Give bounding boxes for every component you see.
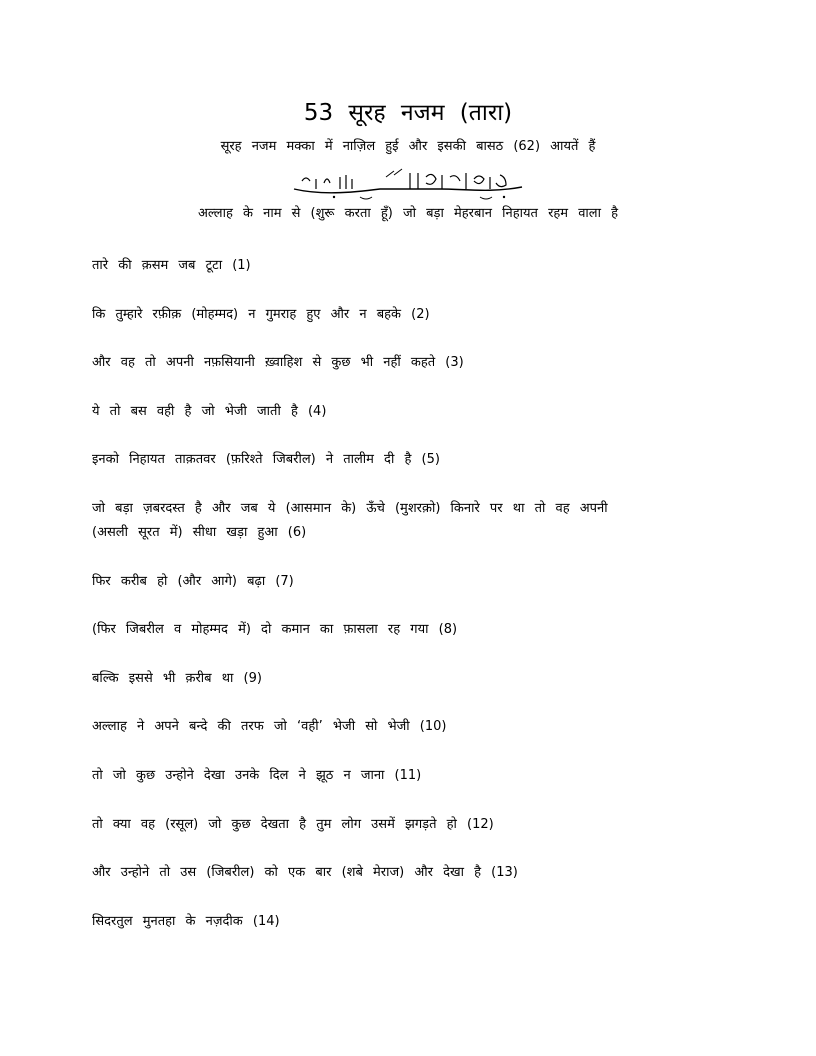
verse-line: इनको निहायत ताक़तवर (फ़रिश्ते जिबरील) ने तालीम दी है (5) (92, 452, 440, 468)
bismillah-calligraphy (290, 167, 526, 203)
verse-item (92, 715, 692, 739)
surah-title: 53 सूरह नजम (तारा) (303, 100, 513, 126)
invocation-line: अल्लाह के नाम से (शुरू करता हूँ) जो बड़ा मेहरबान निहायत रहम वाला है (197, 206, 619, 221)
verse-line: अल्लाह ने अपने बन्दे की तरफ जो ‘वही’ भेजी सो भेजी (10) (92, 719, 447, 735)
verse-item (92, 497, 692, 545)
verse-item (92, 667, 692, 691)
verse-item (92, 618, 692, 642)
verse-line: तो जो कुछ उन्होने देखा उनके दिल ने झूठ न जाना (11) (92, 767, 422, 783)
verse-item (92, 254, 692, 278)
verse-line: (असली सूरत में) सीधा खड़ा हुआ (6) (92, 524, 307, 540)
verse-line: तो क्या वह (रसूल) जो कुछ देखता है तुम लोग उसमें झगड़ते हो (12) (92, 816, 494, 832)
verse-line: बल्कि इससे भी क़रीब था (9) (92, 670, 262, 686)
verse-line: फिर करीब हो (और आगे) बढ़ा (7) (92, 573, 294, 589)
verse-line: सिदरतुल मुनतहा के नज़दीक (14) (92, 913, 280, 929)
verse-item (92, 861, 692, 885)
verse-item (92, 351, 692, 375)
verse-line: कि तुम्हारे रफ़ीक़ (मोहम्मद) न गुमराह हुए और न बहके (2) (92, 306, 430, 322)
verse-line: और वह तो अपनी नफ़सियानी ख़्वाहिश से कुछ भी नहीं कहते (3) (92, 355, 464, 371)
verse-item (92, 813, 692, 837)
verse-line: (फिर जिबरील व मोहम्मद में) दो कमान का फ़ासला रह गया (8) (92, 622, 458, 638)
verse-item (92, 570, 692, 594)
verse-item (92, 910, 692, 934)
verse-line: जो बड़ा ज़बरदस्त है और जब ये (आसमान के) ऊँचे (मुशरक़ो) किनारे पर था तो वह अपनी (92, 500, 608, 516)
verse-item (92, 400, 692, 424)
verse-line: तारे की क़सम जब टूटा (1) (92, 258, 251, 273)
verse-line: और उन्होने तो उस (जिबरील) को एक बार (शबे मेराज) और देखा है (13) (92, 865, 518, 881)
verse-item (92, 764, 692, 788)
verse-item (92, 303, 692, 327)
verse-item (92, 448, 692, 472)
verse-list (92, 254, 692, 958)
verse-line: ये तो बस वही है जो भेजी जाती है (4) (92, 403, 327, 419)
surah-subtitle: सूरह नजम मक्का में नाज़िल हुई और इसकी बासठ (62) आयतें हैं (220, 139, 596, 154)
